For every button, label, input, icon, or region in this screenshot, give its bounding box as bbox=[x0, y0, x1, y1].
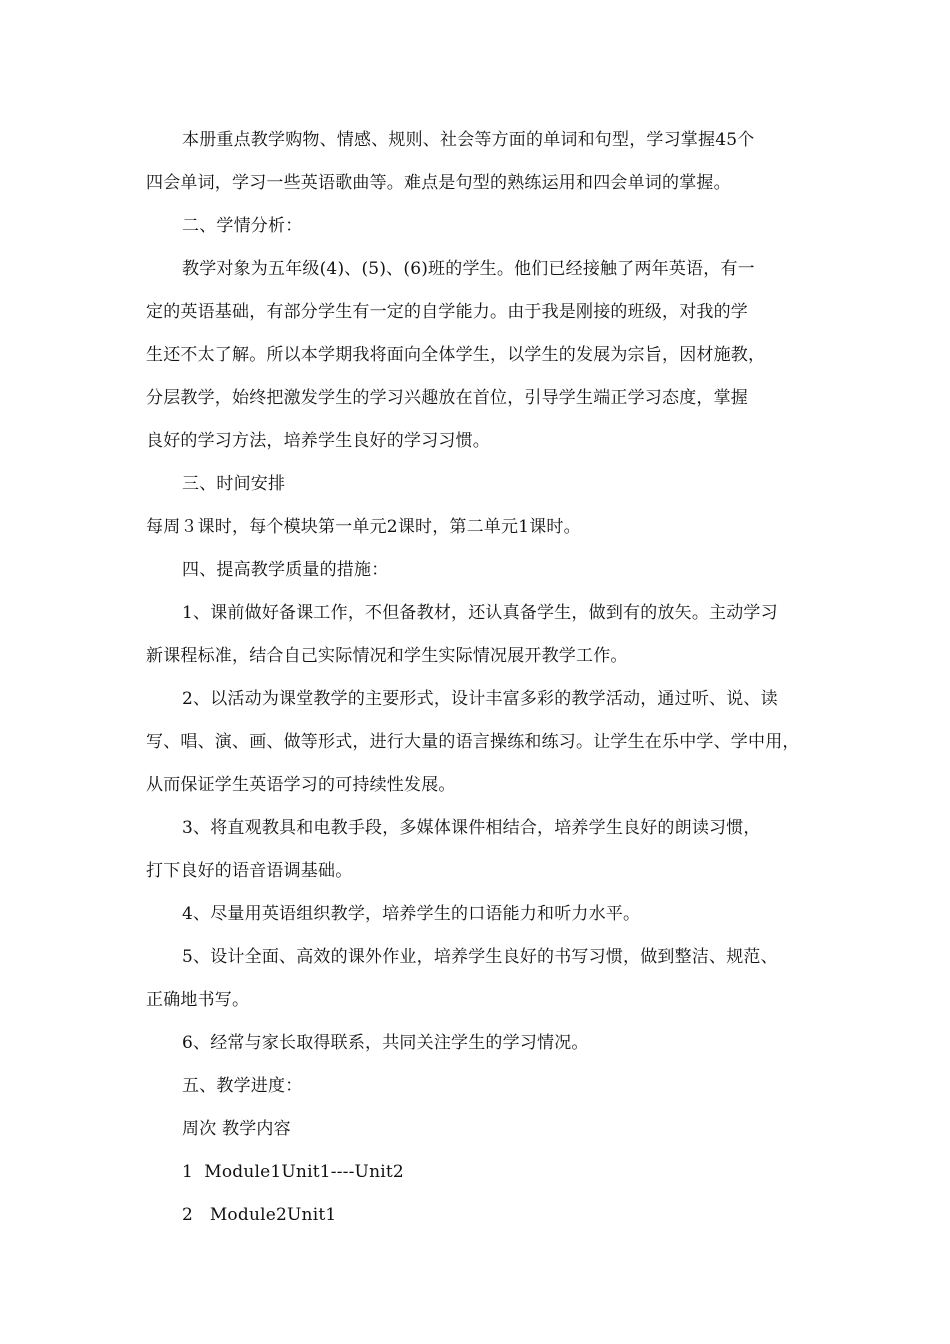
paragraph-line: 分层教学，始终把激发学生的学习兴趣放在首位，引导学生端正学习态度，掌握 bbox=[146, 388, 748, 408]
paragraph-line: 正确地书写。 bbox=[146, 990, 250, 1010]
paragraph-line: 四会单词，学习一些英语歌曲等。难点是句型的熟练运用和四会单词的掌握。 bbox=[146, 173, 731, 193]
section-heading: 二、学情分析： bbox=[182, 216, 303, 236]
paragraph-line: 生还不太了解。所以本学期我将面向全体学生，以学生的发展为宗旨，因材施教， bbox=[146, 345, 766, 365]
schedule-row: 2 Module2Unit1 bbox=[182, 1205, 337, 1225]
paragraph-line: 打下良好的语音语调基础。 bbox=[146, 861, 353, 881]
document-body bbox=[146, 119, 810, 1237]
schedule-header: 周次 教学内容 bbox=[182, 1119, 291, 1139]
paragraph-line: 每周３课时，每个模块第一单元2课时，第二单元1课时。 bbox=[146, 517, 581, 537]
paragraph-line: 写、唱、演、画、做等形式，进行大量的语言操练和练习。让学生在乐中学、学中用， bbox=[146, 732, 800, 752]
paragraph-line: 1、课前做好备课工作，不但备教材，还认真备学生，做到有的放矢。主动学习 bbox=[182, 603, 778, 623]
paragraph-line: 2、以活动为课堂教学的主要形式，设计丰富多彩的教学活动，通过听、说、读 bbox=[182, 689, 778, 709]
paragraph-line: 本册重点教学购物、情感、规则、社会等方面的单词和句型，学习掌握45个 bbox=[182, 130, 755, 150]
paragraph-line: 从而保证学生英语学习的可持续性发展。 bbox=[146, 775, 456, 795]
schedule-row: 1 Module1Unit1----Unit2 bbox=[182, 1162, 404, 1182]
paragraph-line: 4、尽量用英语组织教学，培养学生的口语能力和听力水平。 bbox=[182, 904, 641, 924]
section-heading: 四、提高教学质量的措施： bbox=[182, 560, 389, 580]
paragraph-line: 定的英语基础，有部分学生有一定的自学能力。由于我是刚接的班级，对我的学 bbox=[146, 302, 748, 322]
section-heading: 五、教学进度： bbox=[182, 1076, 303, 1096]
paragraph-line: 教学对象为五年级(4)、(5)、(6)班的学生。他们已经接触了两年英语，有一 bbox=[182, 259, 755, 279]
paragraph-line: 3、将直观教具和电教手段，多媒体课件相结合，培养学生良好的朗读习惯， bbox=[182, 818, 761, 838]
paragraph-line: 良好的学习方法，培养学生良好的学习习惯。 bbox=[146, 431, 490, 451]
section-heading: 三、时间安排 bbox=[182, 474, 286, 494]
paragraph-line: 新课程标准，结合自己实际情况和学生实际情况展开教学工作。 bbox=[146, 646, 628, 666]
paragraph-line: 5、设计全面、高效的课外作业，培养学生良好的书写习惯，做到整洁、规范、 bbox=[182, 947, 778, 967]
paragraph-line: 6、经常与家长取得联系，共同关注学生的学习情况。 bbox=[182, 1033, 589, 1053]
